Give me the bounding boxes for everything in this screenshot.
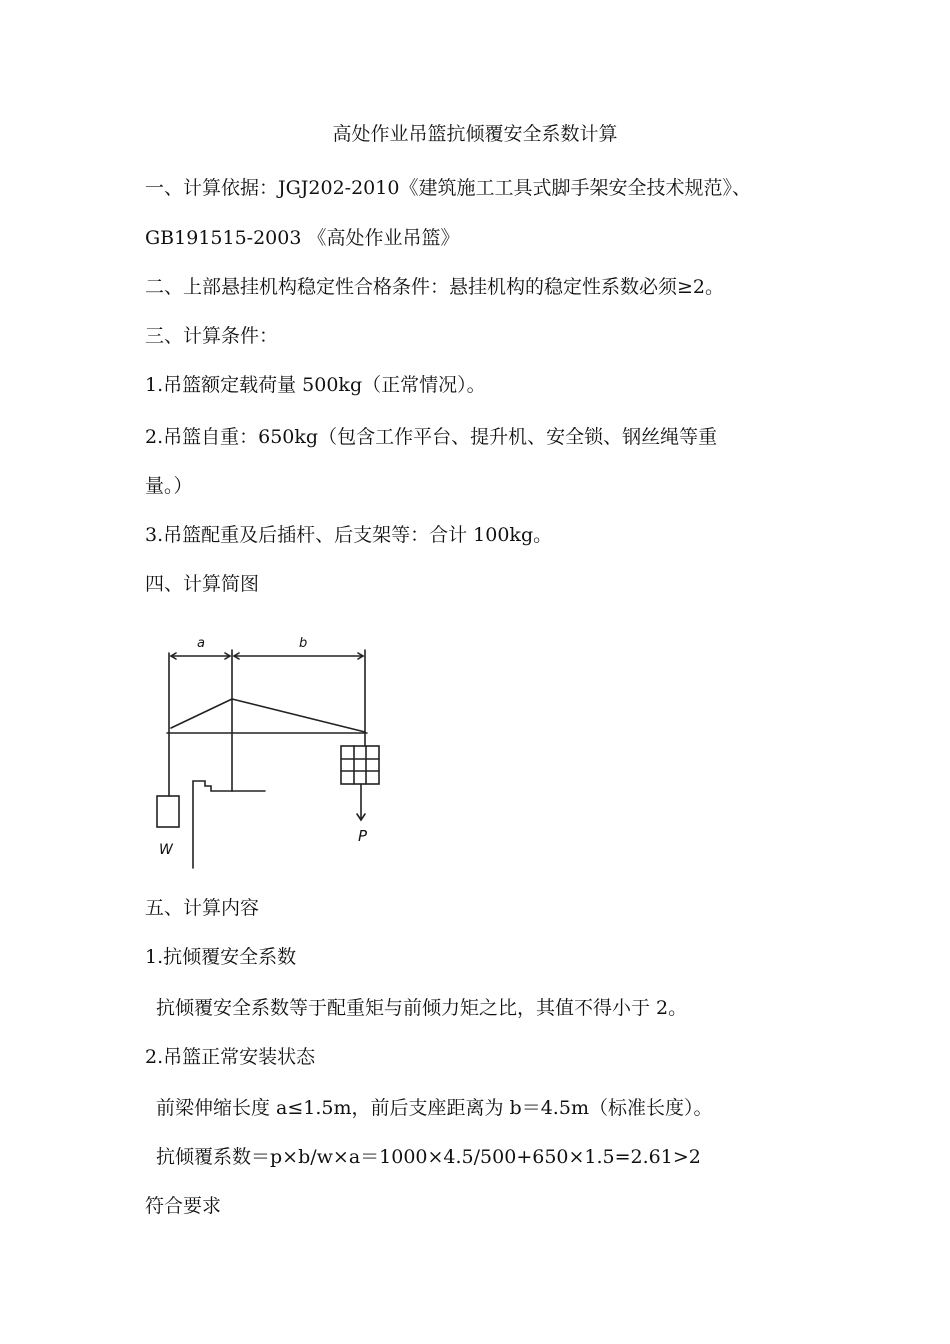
counterweight-box: [157, 796, 179, 827]
basis-line-2: GB191515-2003 《高处作业吊篮》: [145, 227, 460, 249]
basket-grid: [341, 746, 379, 784]
stability-condition: 二、上部悬挂机构稳定性合格条件：悬挂机构的稳定性系数必须≥2。: [145, 276, 725, 298]
section4-heading: 四、计算简图: [145, 573, 260, 595]
calculation-diagram: [145, 636, 395, 872]
label-a: a: [197, 636, 205, 651]
label-b: b: [299, 636, 308, 651]
sub1-heading: 1.抗倾覆安全系数: [145, 946, 297, 968]
condition-item-3: 3.吊篮配重及后插杆、后支架等：合计 100kg。: [145, 524, 553, 546]
condition-item-2-line-1: 2.吊篮自重：650kg（包含工作平台、提升机、安全锁、钢丝绳等重: [145, 426, 718, 448]
label-w: W: [159, 842, 173, 858]
sub1-text: 抗倾覆安全系数等于配重矩与前倾力矩之比，其值不得小于 2。: [156, 997, 688, 1019]
wall-outline: [193, 781, 232, 868]
basis-line-1: 一、计算依据：JGJ202-2010《建筑施工工具式脚手架安全技术规范》、: [145, 177, 751, 199]
condition-item-2-line-2: 量。）: [145, 475, 193, 497]
sub2-text-2: 抗倾覆系数＝p×b/w×a＝1000×4.5/500+650×1.5=2.61>2: [156, 1146, 701, 1168]
tie-rod-right: [232, 699, 365, 732]
conclusion: 符合要求: [145, 1195, 222, 1217]
section5-heading: 五、计算内容: [145, 897, 260, 919]
document-title: 高处作业吊篮抗倾覆安全系数计算: [332, 123, 618, 145]
tie-rod-left: [171, 699, 232, 728]
sub2-heading: 2.吊篮正常安装状态: [145, 1046, 316, 1068]
label-p: P: [358, 827, 368, 845]
section3-heading: 三、计算条件：: [145, 325, 279, 347]
sub2-text-1: 前梁伸缩长度 a≤1.5m，前后支座距离为 b＝4.5m（标准长度）。: [156, 1097, 713, 1119]
condition-item-1: 1.吊篮额定载荷量 500kg（正常情况）。: [145, 374, 486, 396]
